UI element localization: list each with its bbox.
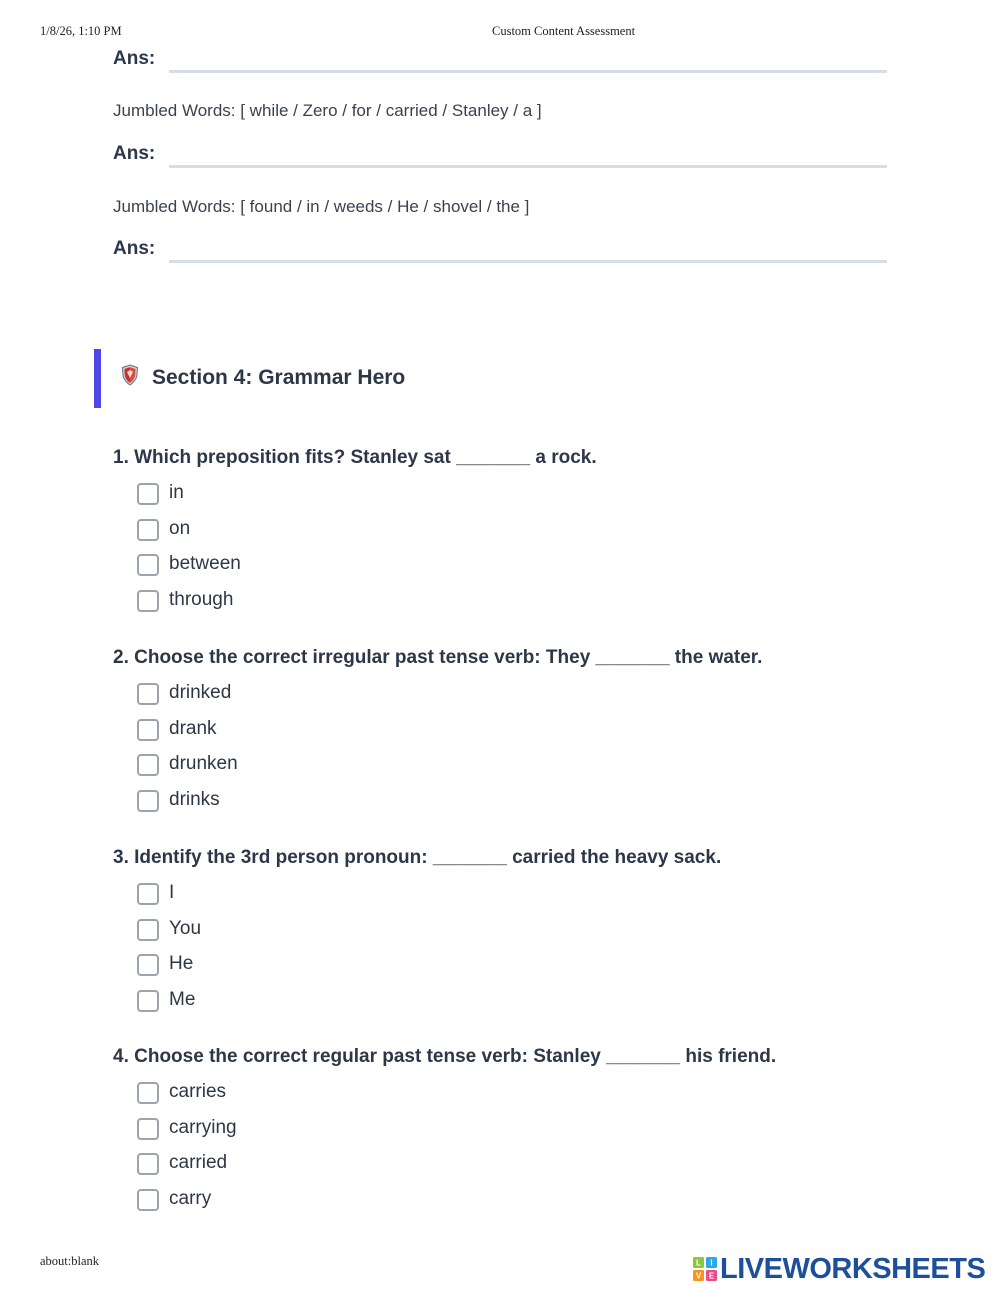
checkbox[interactable] [137, 719, 159, 741]
liveworksheets-logo [693, 1253, 993, 1283]
jumbled-words: Jumbled Words: [ found / in / weeds / He / shovel / the ] [113, 197, 530, 216]
option-item[interactable] [113, 754, 913, 790]
option-label: drunken [169, 753, 238, 774]
option-list [113, 883, 913, 1025]
option-label: through [169, 588, 234, 610]
checkbox[interactable] [137, 590, 159, 612]
shield-icon [121, 364, 139, 386]
option-label: carries [169, 1081, 227, 1102]
option-label: drinked [169, 682, 232, 703]
option-item[interactable] [113, 1118, 913, 1154]
checkbox[interactable] [137, 883, 159, 905]
question-text: 2. Choose the correct irregular past tense verb: They _______ the water. [113, 647, 763, 668]
answer-input-line[interactable] [169, 70, 887, 73]
answer-row-3[interactable] [113, 238, 887, 266]
liveworksheets-blocks-icon [693, 1257, 717, 1281]
answer-row-1[interactable] [113, 48, 887, 76]
print-footer-url: about:blank [40, 1254, 100, 1268]
option-item[interactable] [113, 790, 913, 826]
jumbled-words: Jumbled Words: [ while / Zero / for / carried / Stanley / a ] [113, 101, 542, 120]
option-label: You [169, 917, 202, 939]
question-3 [113, 846, 913, 1025]
logo-block-letter: V [695, 1271, 702, 1281]
option-item[interactable] [113, 554, 913, 590]
option-item[interactable] [113, 990, 913, 1026]
option-item[interactable] [113, 954, 913, 990]
checkbox[interactable] [137, 1082, 159, 1104]
section-title: Section 4: Grammar Hero [152, 366, 406, 389]
option-item[interactable] [113, 1082, 913, 1118]
print-title: Custom Content Assessment [492, 24, 636, 38]
logo-text: LIVEWORKSHEETS [720, 1253, 986, 1285]
answer-input-line[interactable] [169, 165, 887, 168]
checkbox[interactable] [137, 1189, 159, 1211]
option-item[interactable] [113, 719, 913, 755]
checkbox[interactable] [137, 519, 159, 541]
section-accent-bar [94, 349, 101, 408]
option-label: drinks [169, 788, 220, 810]
checkbox[interactable] [137, 1153, 159, 1175]
option-label: drank [169, 717, 217, 739]
question-4 [113, 1045, 913, 1224]
option-label: Me [169, 988, 196, 1010]
checkbox[interactable] [137, 990, 159, 1012]
question-text: 3. Identify the 3rd person pronoun: _______ carried the heavy sack. [113, 847, 722, 868]
question-text: 4. Choose the correct regular past tense verb: Stanley _______ his friend. [113, 1046, 777, 1067]
checkbox[interactable] [137, 754, 159, 776]
checkbox[interactable] [137, 954, 159, 976]
question-1 [113, 446, 913, 625]
logo-block-letter: I [710, 1258, 713, 1268]
option-item[interactable] [113, 883, 913, 919]
option-item[interactable] [113, 919, 913, 955]
option-label: between [169, 553, 241, 574]
checkbox[interactable] [137, 683, 159, 705]
option-label: on [169, 517, 191, 539]
option-item[interactable] [113, 1153, 913, 1189]
option-item[interactable] [113, 1189, 913, 1225]
option-list [113, 1082, 913, 1224]
answer-row-2[interactable] [113, 143, 887, 171]
logo-block-letter: L [696, 1258, 701, 1268]
print-date: 1/8/26, 1:10 PM [40, 24, 122, 38]
option-label: in [169, 482, 184, 503]
checkbox[interactable] [137, 483, 159, 505]
option-label: carry [169, 1187, 212, 1209]
checkbox[interactable] [137, 554, 159, 576]
option-label: I [169, 882, 175, 903]
answer-label: Ans: [113, 48, 156, 69]
checkbox[interactable] [137, 919, 159, 941]
option-item[interactable] [113, 590, 913, 626]
option-item[interactable] [113, 683, 913, 719]
option-item[interactable] [113, 483, 913, 519]
checkbox[interactable] [137, 1118, 159, 1140]
option-list [113, 483, 913, 625]
option-label: carried [169, 1152, 228, 1173]
answer-label: Ans: [113, 238, 156, 259]
question-2 [113, 646, 913, 825]
question-text: 1. Which preposition fits? Stanley sat _______ a rock. [113, 447, 597, 468]
checkbox[interactable] [137, 790, 159, 812]
answer-input-line[interactable] [169, 260, 887, 263]
logo-block-letter: E [708, 1271, 715, 1281]
answer-label: Ans: [113, 143, 156, 164]
option-item[interactable] [113, 519, 913, 555]
option-label: carrying [169, 1116, 237, 1138]
option-list [113, 683, 913, 825]
print-header [40, 24, 960, 40]
option-label: He [169, 953, 194, 974]
